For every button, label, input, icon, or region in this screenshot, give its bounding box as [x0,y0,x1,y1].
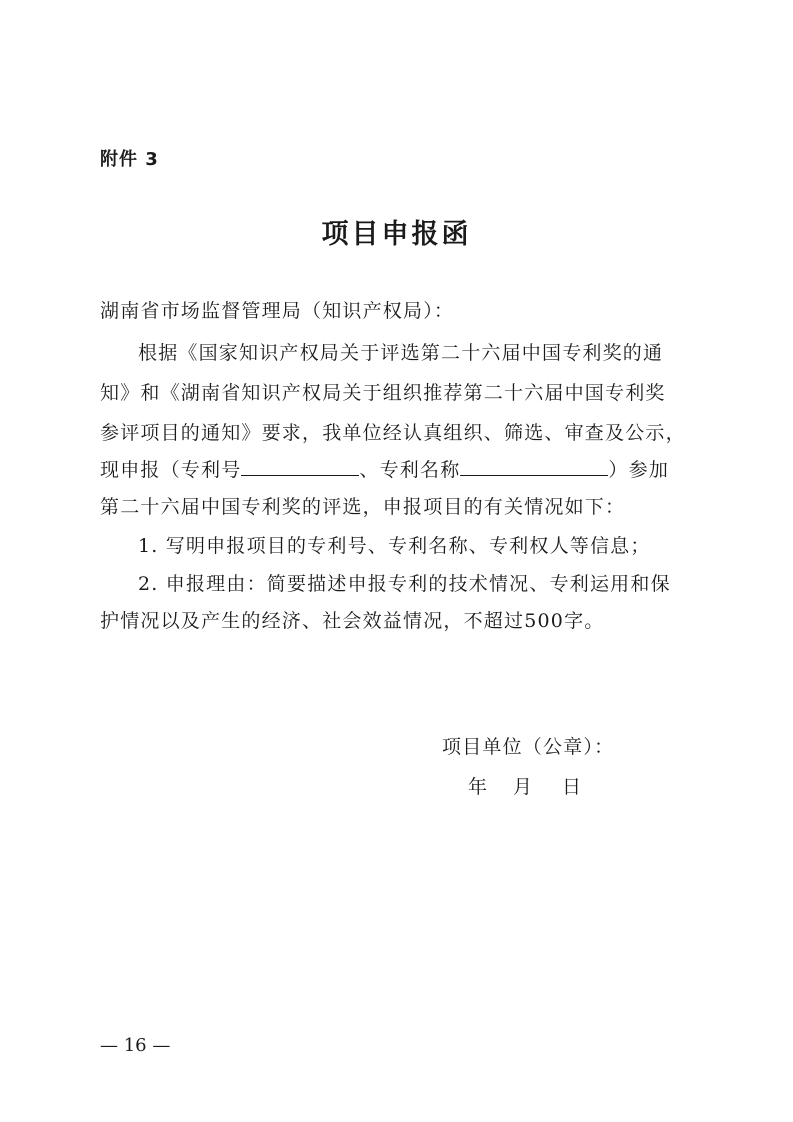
item-2-line-1: 2. 申报理由：简要描述申报专利的技术情况、专利运用和保 [138,573,671,595]
date-day: 日 [562,776,582,798]
paragraph-line-4 [100,455,669,482]
paragraph-line-5: 第二十六届中国专利奖的评选，申报项目的有关情况如下： [100,496,626,518]
paragraph-line-4-middle: 、专利名称 [359,459,461,481]
signature-line: 项目单位（公章）： [442,736,615,758]
date-year: 年 [468,776,488,798]
paragraph-line-4-suffix: ）参加 [608,459,670,481]
patent-number-blank [241,457,359,476]
date-month: 月 [513,776,533,798]
paragraph-line-3: 参评项目的通知》要求，我单位经认真组织、筛选、审查及公示， [100,422,686,444]
paragraph-line-1: 根据《国家知识产权局关于评选第二十六届中国专利奖的通 [138,342,664,364]
item-1: 1. 写明申报项目的专利号、专利名称、专利权人等信息； [138,535,651,557]
item-2-line-2: 护情况以及产生的经济、社会效益情况，不超过500字。 [100,610,605,632]
paragraph-line-4-prefix: 现申报（专利号 [100,459,242,481]
attachment-label: 附件 3 [100,149,159,170]
page-number: — 16 — [100,1035,171,1056]
paragraph-line-2: 知》和《湖南省知识产权局关于组织推荐第二十六届中国专利奖 [100,382,666,404]
patent-name-blank [460,457,608,476]
date-line [468,772,581,799]
addressee: 湖南省市场监督管理局（知识产权局）： [100,300,455,322]
document-title: 项目申报函 [321,219,472,250]
